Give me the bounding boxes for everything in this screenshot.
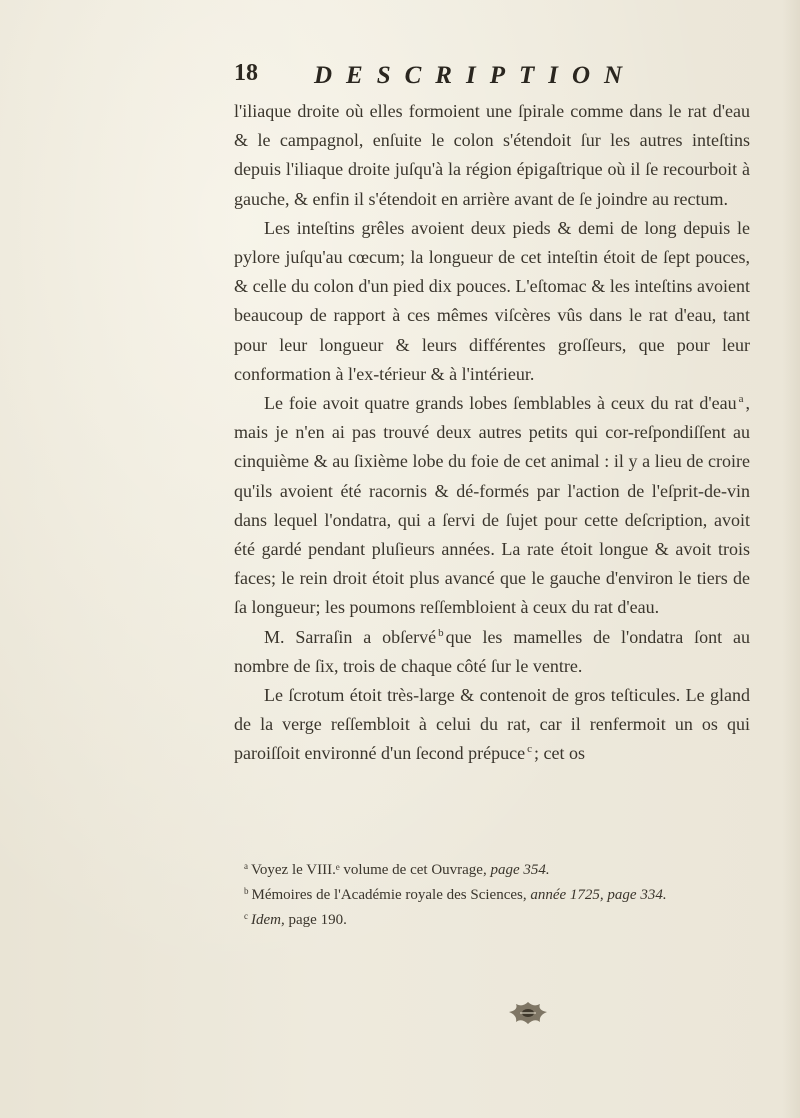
paragraph-5-text-a: Le ſcrotum étoit très-large & contenoit de gros teſticules. Le gland de la verge reſſembloit à celui du rat, car il renfermoit un os qui paroiſſoit environné d'un ſecond prépuce [234, 685, 750, 764]
footnote-ref-b: b [438, 626, 444, 639]
paragraph-3 [234, 389, 750, 623]
footnote-c-italic: Idem [251, 912, 281, 928]
footnote-a [234, 858, 754, 883]
footnote-b [234, 883, 754, 908]
paragraph-5-text-b: ; cet os [534, 743, 586, 764]
page-header [234, 60, 637, 100]
footnote-c [234, 908, 754, 933]
running-head: DESCRIPTION [314, 62, 637, 89]
page-edge-shade [782, 0, 800, 1118]
paragraph-5 [234, 681, 750, 769]
paragraph-2: Les inteſtins grêles avoient deux pieds & demi de long depuis le pylore juſqu'au cœcum; la longueur de cet inteſtin étoit de ſept pouces, & celle du colon d'un pied dix pouces. L'eſtomac & les inteſtins avoient beaucoup de rapport à ces mêmes viſcères vûs dans le rat d'eau, tant pour leur longueur & leurs différentes groſſeurs, que pour leur conformation à l'ex-térieur & à l'intérieur. [234, 217, 750, 384]
paragraph-4-text-b: que les mamelles de l'ondatra ſont au nombre de ſix, trois de chaque côté ſur le ventre. [234, 626, 750, 676]
footnote-ref-c: c [527, 743, 533, 756]
footnote-c-tail: , page 190. [281, 912, 347, 928]
footnotes [234, 858, 754, 933]
paragraph-4 [234, 623, 750, 681]
footnote-mark-b: b [244, 886, 249, 896]
footnote-a-text: Voyez le VIII.ᵉ volume de cet Ouvrage, [251, 862, 491, 878]
footnote-ref-a: a [738, 393, 744, 406]
body-text [234, 97, 750, 769]
footnote-b-text: Mémoires de l'Académie royale des Sciences, [251, 887, 531, 903]
footnote-a-italic: page 354. [490, 862, 550, 878]
footnote-mark-a: a [244, 861, 248, 871]
page-number: 18 [234, 60, 258, 86]
printer-ornament-icon [506, 1000, 550, 1026]
footnote-mark-c: c [244, 911, 248, 921]
paragraph-3-text-a: Le foie avoit quatre grands lobes ſemblables à ceux du rat d'eau [264, 393, 737, 414]
footnote-b-italic: année 1725, page 334. [530, 887, 667, 903]
paragraph-4-text-a: M. Sarraſin a obſervé [264, 626, 437, 647]
paragraph-3-text-b: , mais je n'en ai pas trouvé deux autres petits qui cor-reſpondiſſent au cinquième & au ſixième lobe du foie de cet animal : il y a lieu de croire qu'ils avoient été racornis & dé-formés par l'action de l'eſprit-de-vin dans lequel l'ondatra, qui a ſervi de ſujet pour cette deſcription, avoit été gardé pendant pluſieurs années. La rate étoit longue & avoit trois faces; le rein droit étoit plus avancé que le gauche d'environ le tiers de ſa longueur; les poumons reſſembloient à ceux du rat d'eau. [234, 393, 750, 618]
paragraph-1: l'iliaque droite où elles formoient une ſpirale comme dans le rat d'eau & le campagnol, enſuite le colon s'étendoit ſur les autres inteſtins depuis l'iliaque droite juſqu'à la région épigaſtrique où il ſe recourboit à gauche, & enfin il s'étendoit en arrière avant de ſe joindre au rectum. [234, 101, 750, 209]
